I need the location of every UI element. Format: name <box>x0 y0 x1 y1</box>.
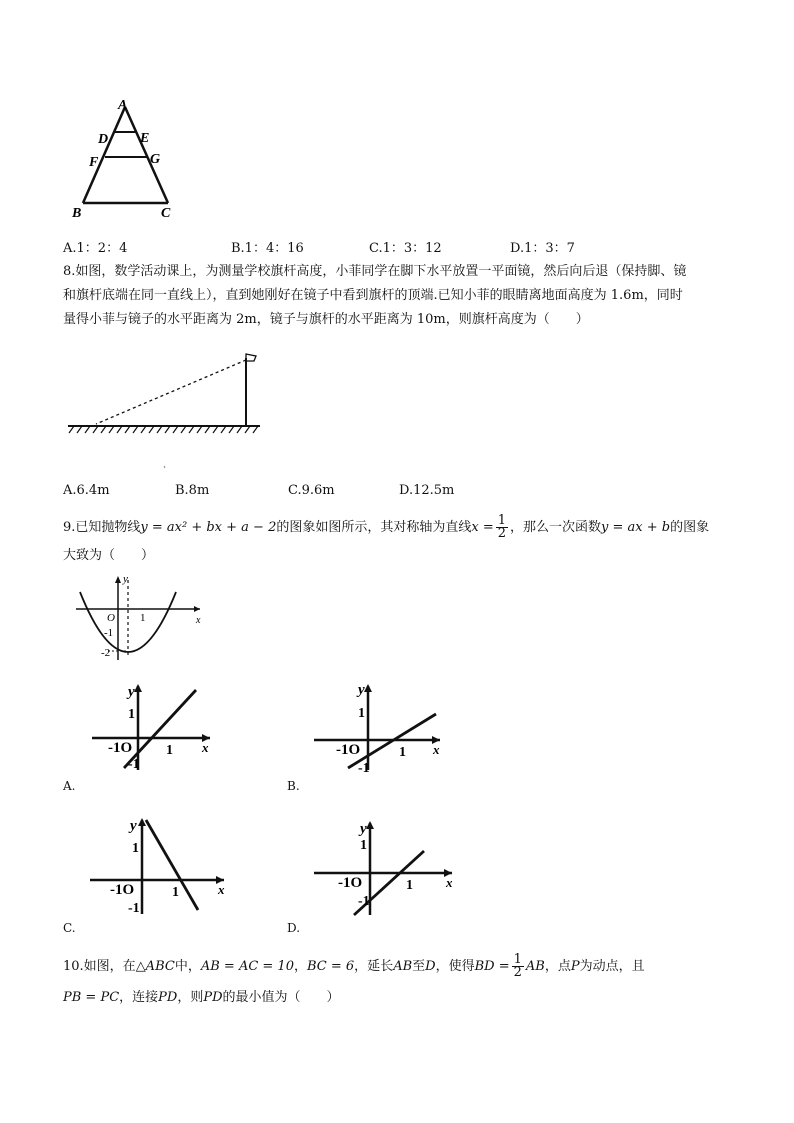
q10-prefix: 10.如图，在 <box>63 959 136 974</box>
option-a-m1o: -1O <box>108 740 133 756</box>
parabola-m1-label: -1 <box>104 627 114 639</box>
option-a-y-label: y <box>128 684 135 700</box>
parabola-m2-label: -2 <box>101 647 111 659</box>
triangle-figure-svg <box>60 95 190 225</box>
q10-half-num: 1 <box>513 952 522 967</box>
q10-half-frac <box>512 954 524 979</box>
option-b-x-label: x <box>433 742 440 757</box>
option-c-y-label: y <box>130 818 137 834</box>
q10-bd: BD = <box>474 959 510 974</box>
q10-ab-eq: AB = AC = 10 <box>200 959 294 974</box>
q9-mid2: ，那么一次函数 <box>510 520 602 535</box>
option-a-x-label: x <box>202 740 209 755</box>
option-graph-b[interactable] <box>312 680 452 775</box>
q10-p: P <box>570 959 580 974</box>
label-D: D <box>98 132 109 147</box>
q10-t3: ，延长 <box>354 959 394 974</box>
q10-line2-t2: ，则 <box>177 990 204 1005</box>
q10-text-line1 <box>63 954 645 979</box>
label-B: B <box>72 206 82 221</box>
option-b-m1: -1 <box>358 761 370 775</box>
q10-t6: ，点 <box>544 959 571 974</box>
option-b-y-label: y <box>358 682 365 698</box>
option-c-one-y: 1 <box>132 841 139 856</box>
label-C: C <box>161 206 171 221</box>
label-E: E <box>140 131 150 146</box>
q9-axis-den: 2 <box>497 526 507 541</box>
q10-ab2: AB <box>393 959 413 974</box>
option-c-one-x: 1 <box>172 885 179 900</box>
q9-option-c-label[interactable]: C. <box>63 921 76 935</box>
option-d-one-x: 1 <box>406 878 413 893</box>
option-graph-d-svg <box>312 815 462 920</box>
option-d-one-y: 1 <box>360 838 367 853</box>
q9-axis-frac <box>496 515 508 540</box>
q9-linear-eq: y = ax + b <box>601 520 671 535</box>
q10-bc-eq: BC = 6 <box>307 959 355 974</box>
label-G: G <box>150 152 161 167</box>
option-graph-d[interactable] <box>312 815 462 920</box>
q10-text-line2 <box>63 988 340 1008</box>
q9-parabola-eq: y = ax² + bx + a − 2 <box>140 520 277 535</box>
q7-option-c[interactable]: C.1：3：12 <box>369 241 442 256</box>
q9-axis-num: 1 <box>497 513 507 528</box>
q9-option-a-label[interactable]: A. <box>63 779 76 793</box>
q9-text-line1 <box>63 515 709 540</box>
parabola-one-label: 1 <box>140 612 146 624</box>
q8-text-line1: 8.如图，数学活动课上，为测量学校旗杆高度，小菲同学在脚下水平放置一平面镜，然后向后退（保持脚、镜 <box>63 264 687 279</box>
flagpole-figure-svg <box>68 348 268 473</box>
q10-t1: 中， <box>174 959 201 974</box>
label-A: A <box>118 98 128 113</box>
parabola-origin-label: O <box>107 612 115 624</box>
q10-triangle: △ABC <box>135 959 175 974</box>
option-graph-a-svg <box>88 680 223 775</box>
q7-option-b[interactable]: B.1：4：16 <box>231 241 304 256</box>
option-d-x-label: x <box>446 875 453 890</box>
q9-suffix: 的图象 <box>670 520 710 535</box>
option-c-m1o: -1O <box>110 882 135 898</box>
option-c-x-label: x <box>218 882 225 897</box>
q10-t5: ，使得 <box>435 959 475 974</box>
option-d-m1: -1 <box>358 894 370 909</box>
option-b-m1o: -1O <box>336 742 361 758</box>
q8-option-c[interactable]: C.9.6m <box>288 483 335 498</box>
q9-option-d-label[interactable]: D. <box>287 921 301 935</box>
q10-half-den: 2 <box>513 965 522 980</box>
parabola-figure-svg <box>70 572 210 667</box>
q9-prefix: 9.已知抛物线 <box>63 520 141 535</box>
option-b-one-x: 1 <box>399 745 406 760</box>
option-d-y-label: y <box>360 821 367 837</box>
option-a-one-y: 1 <box>128 707 135 722</box>
q10-line2-t1: ，连接 <box>119 990 159 1005</box>
q8-text-line3: 量得小菲与镜子的水平距离为 2m，镜子与旗杆的水平距离为 10m，则旗杆高度为（ ） <box>63 312 589 327</box>
q10-pd2: PD <box>203 990 223 1005</box>
q10-t2: ， <box>293 959 307 974</box>
option-b-one-y: 1 <box>358 706 365 721</box>
q10-t4: 至 <box>412 959 426 974</box>
q8-option-a[interactable]: A.6.4m <box>63 483 110 498</box>
q9-mid: 的图象如图所示，其对称轴为直线 <box>276 520 472 535</box>
parabola-figure <box>70 572 210 667</box>
option-graph-a[interactable] <box>88 680 223 775</box>
q7-option-d[interactable]: D.1：3：7 <box>510 241 575 256</box>
option-graph-b-svg <box>312 680 452 775</box>
q10-d: D <box>425 959 436 974</box>
q9-text-line2: 大致为（ ） <box>63 548 155 563</box>
q10-t7: 为动点，且 <box>579 959 645 974</box>
q8-option-d[interactable]: D.12.5m <box>399 483 455 498</box>
option-c-m1: -1 <box>128 901 140 916</box>
q10-pd: PD <box>158 990 178 1005</box>
option-a-m1: -1 <box>128 757 140 772</box>
option-a-one-x: 1 <box>166 743 173 758</box>
option-d-m1o: -1O <box>338 875 363 891</box>
triangle-figure <box>60 95 190 225</box>
option-graph-c-svg <box>88 812 233 917</box>
q7-option-a[interactable]: A.1：2：4 <box>63 241 128 256</box>
q10-ab3: AB <box>525 959 545 974</box>
label-F: F <box>89 155 99 170</box>
q8-option-b[interactable]: B.8m <box>175 483 210 498</box>
q10-pb-pc-eq: PB = PC <box>63 990 120 1005</box>
q8-text-line2: 和旗杆底端在同一直线上），直到她刚好在镜子中看到旗杆的顶端.已知小菲的眼睛离地面高度为 1.6m，同时 <box>63 288 683 303</box>
q9-axis-lhs: x = <box>471 520 494 535</box>
q9-option-b-label[interactable]: B. <box>287 779 300 793</box>
q10-line2-t3: 的最小值为（ ） <box>222 990 340 1005</box>
parabola-x-label: x <box>196 615 201 626</box>
option-graph-c[interactable] <box>88 812 233 917</box>
flagpole-figure <box>68 348 268 473</box>
parabola-y-label: y <box>123 573 128 585</box>
